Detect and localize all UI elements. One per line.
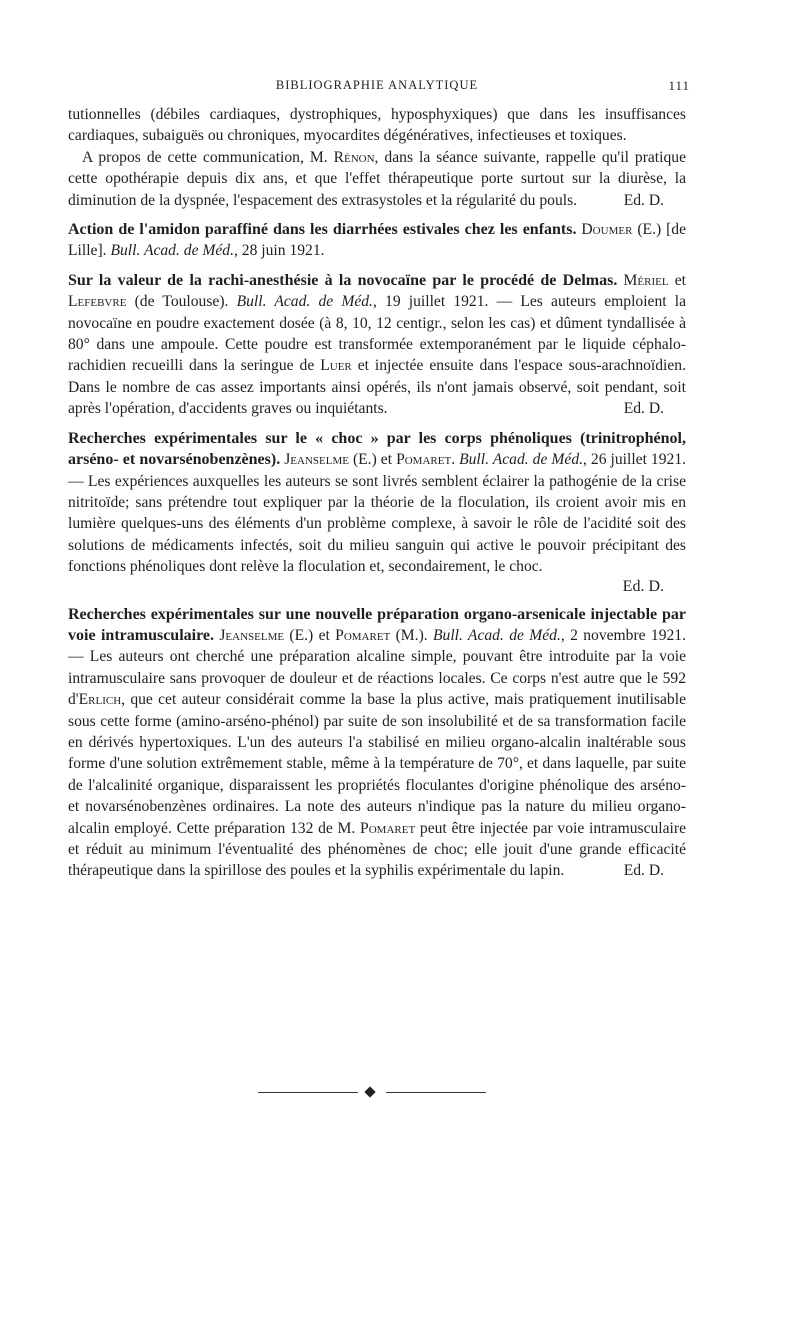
entry-body: , que cet auteur considérait comme la base la plus active, mais pratiquement inutilisable sous cette forme (amino-arséno-phénol) par suite de son insolubilité et de sa transformation facile en dérivés hypertoxiques. L'un des auteurs l'a stabilisé en milieu organo-alcalin inaltérable sous forme d'une solution extrêmement stable, même à la température de 70°, et dans laquelle, par suite de l'alcalinité organique, disparaissent les propriétés floculantes d'origine phénolique des arséno- et novarsénobenzènes ordinaires. La note des auteurs n'indique pas la nature du milieu organo-alcalin employé. Cette préparation 132 de M. xyxy=(68,691,686,837)
intro-paragraph xyxy=(68,147,686,211)
ornament-line-right xyxy=(386,1092,486,1093)
signature: Ed. D. xyxy=(622,577,664,595)
intro-text-a: A propos de cette communication, M. xyxy=(82,148,334,166)
entry-body: et injectée ensuite dans l'espace sous-arachnoïdien. Dans le nombre de cas assez importants ainsi opérés, ils n'ont jamais observé, soit pendant, soit après l'opération, d'accidents graves ou inquiétants. xyxy=(68,357,687,418)
entry-body: Les expériences auxquelles les auteurs se sont livrés semblent éclairer la pathogénie de la crise nitritoïde; sans prétendre tout expliquer par la théorie de la floculation, ils croient avoir mis en lumière quelques-uns des éléments d'un problème complexe, à savoir le rôle de l'acidité soit des solutions de médicaments infectés, soit du milieu sanguin qui active le pouvoir précipitant des fonctions phénoliques dont relève la floculation et, secondairement, le choc. xyxy=(68,472,686,576)
page-number: 111 xyxy=(668,78,690,93)
entry-journal: Bull. Acad. de Méd. xyxy=(110,242,234,260)
entry-date: , 2 novembre 1921. — xyxy=(68,626,687,666)
entry-connector: (E.) et xyxy=(284,626,336,644)
signature: Ed. D. xyxy=(623,191,664,209)
entry-author: Pomaret xyxy=(396,451,452,469)
signature: Ed. D. xyxy=(623,400,664,418)
entry-journal: Bull. Acad. de Méd. xyxy=(236,293,373,311)
intro-paragraph-continued: tutionnelles (débiles cardiaques, dystrophiques, hyposphyxiques) que dans les insuffisances cardiaques, subaiguës ou chroniques, myocardites dégénératives, infectieuses et toxiques. xyxy=(68,106,686,145)
entry-body: Les auteurs emploient la novocaïne en poudre exactement dosée (à 8, 10, 12 centigr., selon les cas) et dûment tyndallisée à 80° dans une ampoule. Cette poudre est transformée extemporanément par le liquide céphalo-rachidien recueilli dans la seringue de xyxy=(68,293,687,375)
entry-connector: (E.) et xyxy=(348,451,397,469)
signature: Ed. D. xyxy=(623,862,664,880)
entry-body: Les auteurs ont cherché une préparation alcaline simple, pouvant être introduite par la voie intramusculaire sans provoquer de douleur et de réactions locales. Ce corps n'est autre que le 592 d' xyxy=(68,648,686,709)
entry-1 xyxy=(68,219,686,262)
entry-author: Doumer xyxy=(581,221,633,239)
intro-text-b: , dans la séance suivante, rappelle qu'il pratique cette opothérapie depuis dix ans, et que l'effet thérapeutique porte surtout sur la diurèse, la diminution de la dyspnée, l'espacement des extrasystoles et la régularité du pouls. xyxy=(68,148,686,209)
entry-author: Lefebvre xyxy=(68,293,127,311)
entry-4 xyxy=(68,604,686,882)
author-name: Rénon xyxy=(333,148,375,166)
entry-date: , 26 juillet 1921. — xyxy=(68,451,687,490)
ornament-line-left xyxy=(258,1092,358,1093)
running-title: BIBLIOGRAPHIE ANALYTIQUE xyxy=(275,78,479,92)
entry-affiliation: . xyxy=(451,451,460,469)
page xyxy=(68,78,690,882)
body-name: Luer xyxy=(320,357,352,375)
entry-date: , 19 juillet 1921. — xyxy=(372,293,521,311)
section-end-ornament xyxy=(258,1086,486,1100)
body-name: Erlich xyxy=(78,691,122,709)
running-header xyxy=(68,78,690,104)
diamond-icon xyxy=(364,1086,375,1097)
entry-headline: Sur la valeur de la rachi-anesthésie à la novocaïne par le procédé de Delmas. xyxy=(68,271,618,289)
entry-journal: Bull. Acad. de Méd. xyxy=(433,626,561,644)
entry-date: , 28 juin 1921. xyxy=(234,242,325,260)
entry-connector: et xyxy=(668,271,686,289)
entry-author: Mériel xyxy=(623,271,669,289)
entry-2 xyxy=(68,270,686,420)
entry-author: Jeanselme xyxy=(219,626,285,644)
entry-headline: Recherches expérimentales sur le « choc » par les corps phénoliques (trinitrophénol, arséno- et novarsénobenzènes). xyxy=(68,429,686,469)
entry-headline: Recherches expérimentales sur une nouvelle préparation organo-arsenicale injectable par voie intramusculaire. xyxy=(68,605,686,644)
entry-affiliation: (M.). xyxy=(390,626,433,644)
body-name: Pomaret xyxy=(360,819,416,837)
entry-author: Pomaret xyxy=(335,626,391,644)
entry-3 xyxy=(68,428,686,578)
entry-author: Jeanselme xyxy=(284,451,349,469)
entry-body: peut être injectée par voie intramusculaire et réduit au minimum l'éventualité des phénomènes de choc; elle jouit d'une grande efficacité thérapeutique dans la spirillose des poules et la syphilis expérimentale du lapin. xyxy=(68,819,686,880)
entry-journal: Bull. Acad. de Méd. xyxy=(459,451,584,469)
entry-headline: Action de l'amidon paraffiné dans les diarrhées estivales chez les enfants. xyxy=(68,221,577,239)
entry-affiliation: (de Toulouse). xyxy=(126,293,237,311)
entry-affiliation: (E.) [de Lille]. xyxy=(68,221,686,260)
